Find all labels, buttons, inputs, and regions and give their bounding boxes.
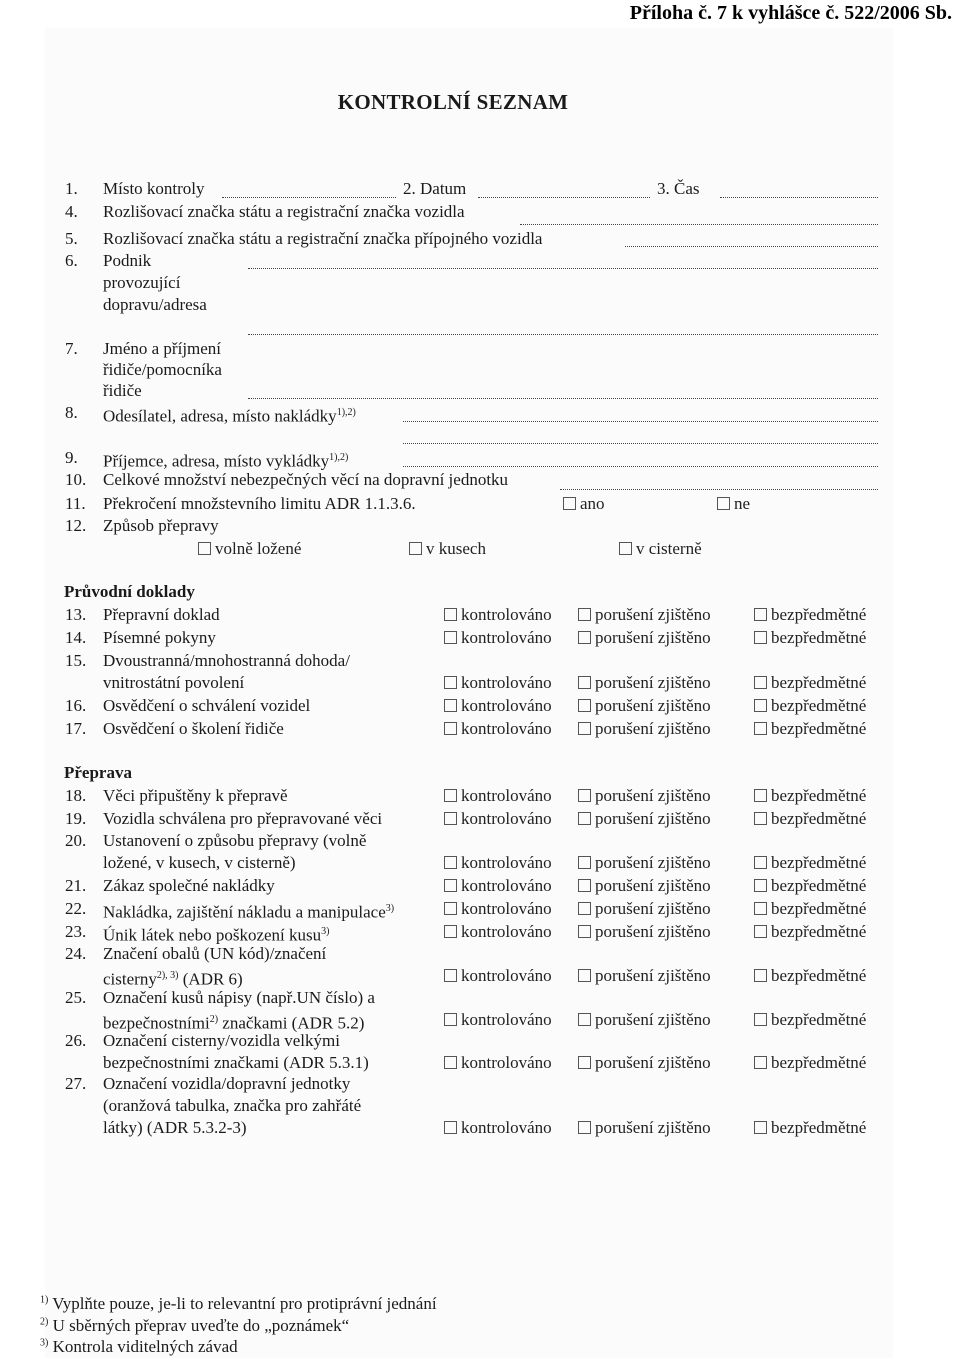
not-applicable-checkbox[interactable]: bezpředmětné — [754, 1118, 866, 1138]
item-label-line: Osvědčení o školení řidiče — [103, 719, 284, 738]
item-label-line: Zákaz společné nakládky — [103, 876, 275, 895]
time-field[interactable] — [720, 197, 878, 198]
not-applicable-checkbox[interactable]: bezpředmětné — [754, 605, 866, 625]
item-number: 14. — [65, 628, 87, 647]
date-field[interactable] — [478, 197, 650, 198]
violation-checkbox[interactable]: porušení zjištěno — [578, 922, 711, 942]
violation-checkbox[interactable]: porušení zjištěno — [578, 605, 711, 625]
checkbox-box[interactable] — [578, 722, 591, 735]
checkbox-box[interactable] — [578, 925, 591, 938]
driver-label-1: Jméno a příjmení — [103, 339, 222, 358]
checkbox-box[interactable] — [754, 902, 767, 915]
checked-checkbox[interactable]: kontrolováno — [444, 719, 552, 739]
item-number: 4. — [65, 202, 78, 221]
violation-checkbox[interactable]: porušení zjištěno — [578, 628, 711, 648]
checked-checkbox[interactable]: kontrolováno — [444, 809, 552, 829]
not-applicable-checkbox[interactable]: bezpředmětné — [754, 696, 866, 716]
consignee-label: Příjemce, adresa, místo vykládky$^{1),2)}$ — [103, 451, 349, 471]
item-label-line: cisterny$^{2), 3)}$ (ADR 6) — [103, 969, 243, 989]
item-number: 20. — [65, 831, 87, 850]
not-applicable-checkbox[interactable]: bezpředmětné — [754, 1010, 866, 1030]
item-number: 22. — [65, 899, 87, 918]
violation-checkbox[interactable]: porušení zjištěno — [578, 809, 711, 829]
checkbox-box[interactable] — [444, 631, 457, 644]
footnote-3: $^{3)}$ Kontrola viditelných závad — [40, 1337, 238, 1356]
checked-checkbox[interactable]: kontrolováno — [444, 899, 552, 919]
checkbox-box[interactable] — [754, 631, 767, 644]
not-applicable-checkbox[interactable]: bezpředmětné — [754, 853, 866, 873]
item-number: 9. — [65, 448, 78, 467]
checkbox-box[interactable] — [444, 812, 457, 825]
violation-checkbox[interactable]: porušení zjištěno — [578, 673, 711, 693]
item-label-line: Označení cisterny/vozidla velkými — [103, 1031, 340, 1050]
page-title: KONTROLNÍ SEZNAM — [337, 90, 569, 114]
checkbox-box[interactable] — [578, 1121, 591, 1134]
violation-checkbox[interactable]: porušení zjištěno — [578, 696, 711, 716]
not-applicable-checkbox[interactable]: bezpředmětné — [754, 673, 866, 693]
checked-checkbox[interactable]: kontrolováno — [444, 922, 552, 942]
checkbox-box[interactable] — [444, 1121, 457, 1134]
consignor-field-2[interactable] — [403, 443, 878, 444]
item-number: 15. — [65, 651, 87, 670]
trailer-reg-label: Rozlišovací značka státu a registrační značka přípojného vozidla — [103, 229, 543, 248]
checked-checkbox[interactable]: kontrolováno — [444, 1053, 552, 1073]
checkbox-box[interactable] — [754, 676, 767, 689]
checkbox-box[interactable] — [754, 1013, 767, 1026]
item-number: 6. — [65, 251, 78, 270]
item-number: 18. — [65, 786, 87, 805]
consignor-label: Odesílatel, adresa, místo nakládky$^{1),2)}$ — [103, 406, 356, 426]
item-number: 17. — [65, 719, 87, 738]
item-label-line: Značení obalů (UN kód)/značení — [103, 944, 327, 963]
violation-checkbox[interactable]: porušení zjištěno — [578, 1118, 711, 1138]
footnote-2: $^{2)}$ U sběrných přeprav uveďte do „poznámek“ — [40, 1316, 350, 1335]
checkbox-box[interactable] — [444, 1056, 457, 1069]
item-number: 24. — [65, 944, 87, 963]
checkbox-box[interactable] — [754, 969, 767, 982]
scanned-page — [45, 28, 893, 1358]
item-number: 27. — [65, 1074, 87, 1093]
item-label-line: ložené, v kusech, v cisterně) — [103, 853, 296, 872]
item-number: 13. — [65, 605, 87, 624]
checked-checkbox[interactable]: kontrolováno — [444, 876, 552, 896]
checkbox-box[interactable] — [444, 789, 457, 802]
item-number: 23. — [65, 922, 87, 941]
operator-label-1: Podnik — [103, 251, 152, 270]
total-quantity-label: Celkové množství nebezpečných věcí na dopravní jednotku — [103, 470, 509, 489]
consignor-field-1[interactable] — [403, 421, 878, 422]
checkbox-box[interactable] — [444, 925, 457, 938]
tank-checkbox[interactable]: v cisterně — [619, 539, 702, 559]
checkbox-box[interactable] — [578, 969, 591, 982]
footnote-1: $^{1)}$ Vyplňte pouze, je-li to relevantní pro protiprávní jednání — [40, 1294, 437, 1313]
violation-checkbox[interactable]: porušení zjištěno — [578, 899, 711, 919]
item-number: 26. — [65, 1031, 87, 1050]
operator-field-1[interactable] — [248, 268, 878, 269]
transport-mode-label: Způsob přepravy — [103, 516, 219, 535]
item-number: 7. — [65, 339, 78, 358]
consignee-field[interactable] — [403, 466, 878, 467]
driver-label-3: řidiče — [103, 381, 142, 400]
place-field[interactable] — [222, 197, 396, 198]
not-applicable-checkbox[interactable]: bezpředmětné — [754, 628, 866, 648]
item-label-line: Osvědčení o schválení vozidel — [103, 696, 311, 715]
item-label-line: Označení vozidla/dopravní jednotky — [103, 1074, 351, 1093]
checkbox-box[interactable] — [444, 699, 457, 712]
checkbox-box[interactable] — [578, 812, 591, 825]
violation-checkbox[interactable]: porušení zjištěno — [578, 853, 711, 873]
limit-exceeded-label: Překročení množstevního limitu ADR 1.1.3.6. — [103, 494, 416, 513]
violation-checkbox[interactable]: porušení zjištěno — [578, 786, 711, 806]
checked-checkbox[interactable]: kontrolováno — [444, 966, 552, 986]
checkbox-box[interactable] — [444, 856, 457, 869]
checkbox-box[interactable] — [754, 879, 767, 892]
not-applicable-checkbox[interactable]: bezpředmětné — [754, 1053, 866, 1073]
date-label: 2. Datum — [403, 179, 467, 198]
checkbox-box[interactable] — [578, 699, 591, 712]
not-applicable-checkbox[interactable]: bezpředmětné — [754, 922, 866, 942]
item-label-line: vnitrostátní povolení — [103, 673, 245, 692]
total-quantity-field[interactable] — [560, 489, 878, 490]
checkbox-box[interactable] — [444, 902, 457, 915]
checkbox-box[interactable] — [578, 902, 591, 915]
driver-field[interactable] — [248, 398, 878, 399]
operator-label-2: provozující — [103, 273, 181, 292]
checkbox-box[interactable] — [578, 608, 591, 621]
item-label-line: Označení kusů nápisy (např.UN číslo) a — [103, 988, 375, 1007]
not-applicable-checkbox[interactable]: bezpředmětné — [754, 966, 866, 986]
checkbox-box[interactable] — [578, 1056, 591, 1069]
checkbox-box[interactable] — [754, 699, 767, 712]
item-label-rest: (ADR 6) — [178, 969, 243, 989]
checked-checkbox[interactable]: kontrolováno — [444, 628, 552, 648]
checked-checkbox[interactable]: kontrolováno — [444, 853, 552, 873]
vehicle-reg-label: Rozlišovací značka státu a registrační značka vozidla — [103, 202, 465, 221]
yes-checkbox[interactable]: ano — [563, 494, 605, 514]
checkbox-box[interactable] — [578, 676, 591, 689]
item-number: 19. — [65, 809, 87, 828]
not-applicable-checkbox[interactable]: bezpředmětné — [754, 876, 866, 896]
operator-field-2[interactable] — [248, 334, 878, 335]
trailer-reg-field[interactable] — [625, 246, 878, 247]
item-label-line: látky) (ADR 5.3.2-3) — [103, 1118, 247, 1137]
item-number: 11. — [65, 494, 86, 513]
bulk-checkbox[interactable]: volně ložené — [198, 539, 301, 559]
item-label-line: Vozidla schválena pro přepravované věci — [103, 809, 383, 828]
item-label-line: Přepravní doklad — [103, 605, 220, 624]
checked-checkbox[interactable]: kontrolováno — [444, 786, 552, 806]
no-checkbox[interactable]: ne — [717, 494, 750, 514]
checkbox-box[interactable] — [578, 631, 591, 644]
item-number: 16. — [65, 696, 87, 715]
checkbox-box[interactable] — [754, 722, 767, 735]
violation-checkbox[interactable]: porušení zjištěno — [578, 966, 711, 986]
not-applicable-checkbox[interactable]: bezpředmětné — [754, 719, 866, 739]
checked-checkbox[interactable]: kontrolováno — [444, 1118, 552, 1138]
checkbox-box[interactable] — [444, 969, 457, 982]
checked-checkbox[interactable]: kontrolováno — [444, 696, 552, 716]
checkbox-box[interactable] — [754, 1121, 767, 1134]
checked-checkbox[interactable]: kontrolováno — [444, 673, 552, 693]
item-label-rest: značkami (ADR 5.2) — [218, 1013, 365, 1033]
checkbox-box[interactable] — [754, 925, 767, 938]
checked-checkbox[interactable]: kontrolováno — [444, 605, 552, 625]
vehicle-reg-field[interactable] — [520, 224, 878, 225]
annex-reference: Příloha č. 7 k vyhlášce č. 522/2006 Sb. — [629, 2, 952, 24]
packages-checkbox[interactable]: v kusech — [409, 539, 486, 559]
checkbox-box[interactable] — [444, 879, 457, 892]
checkbox-box[interactable] — [578, 879, 591, 892]
item-label-line: bezpečnostními$^{2)}$ značkami (ADR 5.2) — [103, 1013, 365, 1033]
checkbox-box[interactable] — [754, 608, 767, 621]
item-number: 10. — [65, 470, 87, 489]
checked-checkbox[interactable]: kontrolováno — [444, 1010, 552, 1030]
item-label-line: Nakládka, zajištění nákladu a manipulace$^{3)}$ — [103, 902, 395, 922]
item-label-line: Věci připuštěny k přepravě — [103, 786, 288, 805]
driver-label-2: řidiče/pomocníka — [103, 360, 222, 379]
item-number: 5. — [65, 229, 78, 248]
checkbox-box[interactable] — [578, 856, 591, 869]
checkbox-box[interactable] — [754, 789, 767, 802]
item-label-line: Dvoustranná/mnohostranná dohoda/ — [103, 651, 350, 670]
checkbox-box[interactable] — [754, 812, 767, 825]
item-number: 1. — [65, 179, 78, 198]
section-heading-transport: Přeprava — [64, 763, 132, 782]
item-number: 12. — [65, 516, 87, 535]
violation-checkbox[interactable]: porušení zjištěno — [578, 876, 711, 896]
not-applicable-checkbox[interactable]: bezpředmětné — [754, 786, 866, 806]
checkbox-box[interactable] — [754, 856, 767, 869]
not-applicable-checkbox[interactable]: bezpředmětné — [754, 809, 866, 829]
not-applicable-checkbox[interactable]: bezpředmětné — [754, 899, 866, 919]
checkbox-box[interactable] — [578, 1013, 591, 1026]
section-heading-documents: Průvodní doklady — [64, 582, 195, 601]
violation-checkbox[interactable]: porušení zjištěno — [578, 1053, 711, 1073]
checkbox-box[interactable] — [444, 1013, 457, 1026]
item-label-line: bezpečnostními značkami (ADR 5.3.1) — [103, 1053, 369, 1072]
checkbox-box[interactable] — [444, 676, 457, 689]
checkbox-box[interactable] — [754, 1056, 767, 1069]
item-number: 8. — [65, 403, 78, 422]
place-label: Místo kontroly — [103, 179, 205, 198]
item-label-line: Ustanovení o způsobu přepravy (volně — [103, 831, 367, 850]
checkbox-box[interactable] — [578, 789, 591, 802]
violation-checkbox[interactable]: porušení zjištěno — [578, 1010, 711, 1030]
item-number: 21. — [65, 876, 87, 895]
item-number: 25. — [65, 988, 87, 1007]
time-label: 3. Čas — [657, 179, 700, 198]
checkbox-box[interactable] — [444, 608, 457, 621]
operator-label-3: dopravu/adresa — [103, 295, 207, 314]
item-label-line: Písemné pokyny — [103, 628, 216, 647]
item-label-line: (oranžová tabulka, značka pro zahřáté — [103, 1096, 362, 1115]
item-label-line: Únik látek nebo poškození kusu$^{3)}$ — [103, 925, 330, 945]
checkbox-box[interactable] — [444, 722, 457, 735]
violation-checkbox[interactable]: porušení zjištěno — [578, 719, 711, 739]
